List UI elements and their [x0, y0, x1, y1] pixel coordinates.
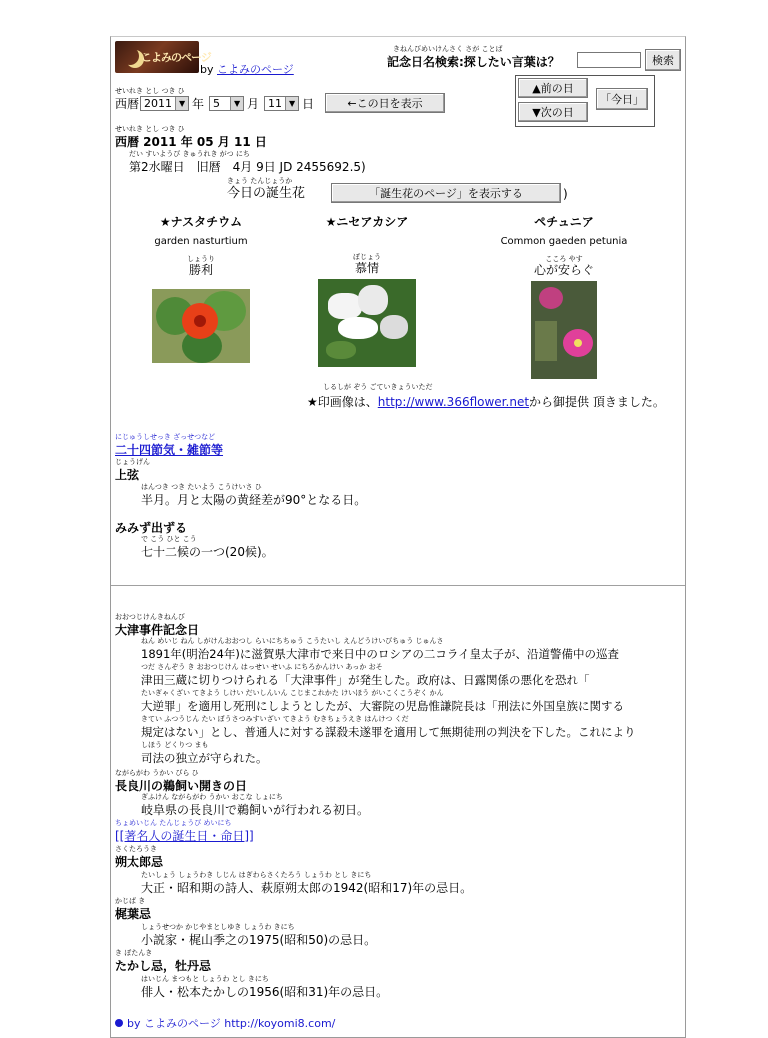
famous-item-desc: 俳人・松本たかしの1956(昭和31)年の忌日。 [141, 985, 389, 999]
famous-item-desc-ruby: たいしょう しょうわき しじん はぎわらさくたろう しょうわ とし きにち [141, 871, 372, 879]
section-divider [111, 585, 685, 586]
year-select[interactable]: 2011 ▼ [140, 96, 189, 111]
famous-item-title: 梶葉忌 [115, 907, 152, 921]
famous-item-desc: 大正・昭和期の詩人、萩原朔太郎の1942(昭和17)年の忌日。 [141, 881, 473, 895]
event-line-ruby: つだ さんぞう き おおつじけん はっせい せいふ にちろかんけい あっか おそ [141, 663, 383, 671]
month-select[interactable]: 5 ▼ [209, 96, 244, 111]
event-line: 岐阜県の長良川で鵜飼いが行われる初日。 [141, 803, 370, 817]
date-ruby-2: だい すいようび きゅうれき がつ にち [129, 150, 250, 158]
chevron-down-icon: ▼ [175, 97, 188, 110]
flower-item [131, 215, 271, 363]
credit-line [307, 395, 665, 409]
credit-ruby: しるしが ぞう ごていきょういただ [323, 383, 433, 391]
today-button[interactable]: 「今日」 [596, 88, 648, 110]
event-line-ruby: ぎふけん ながらがわ うかい おこな しょにち [141, 793, 283, 801]
logo-mini-icon [115, 1019, 123, 1027]
by-label: by [200, 63, 214, 76]
show-date-button[interactable]: ←この日を表示 [325, 93, 445, 113]
birth-flower-close: ) [563, 187, 568, 201]
sekki-item-desc-ruby: で こう ひと こう [141, 535, 197, 543]
event-title: 大津事件記念日 [115, 623, 200, 637]
sekki-item-desc: 半月。月と太陽の黄経差が90°となる日。 [141, 493, 367, 507]
event-line: 1891年(明治24年)に滋賀県大津市で来日中のロシアの二コライ皇太子が、沿道警備中の巡査 [141, 647, 620, 661]
petunia-photo[interactable] [531, 281, 597, 379]
event-line-ruby: きてい ふつうじん たい ぼうさつみすいざい てきよう むきちょうえき はんけつ くだ [141, 715, 409, 723]
flower-name: ★ニセアカシア [325, 215, 409, 229]
day-unit: 日 [302, 97, 315, 111]
month-unit: 月 [247, 97, 260, 111]
famous-ruby: ちょめいじん たんじょうび めいにち [115, 819, 232, 827]
date-picker-ruby: せいれき とし つき ひ [115, 87, 185, 95]
event-line: 津田三蔵に切りつけられる「大津事件」が発生した。政府は、日露関係の悪化を恐れ「 [141, 673, 590, 687]
sekki-item-title: 上弦 [115, 468, 140, 482]
event-ruby: おおつじけんきねんび [115, 613, 185, 621]
date-heading: 西暦 2011 年 05 月 11 日 [115, 135, 267, 149]
famous-item-desc: 小説家・梶山季之の1975(昭和50)の忌日。 [141, 933, 377, 947]
nasturtium-photo[interactable] [152, 289, 250, 363]
year-unit: 年 [192, 97, 205, 111]
page-frame [110, 36, 686, 1038]
footer-link[interactable]: by こよみのページ http://koyomi8.com/ [115, 1017, 335, 1031]
sekki-title[interactable]: 二十四節気・雑節等 [115, 443, 224, 457]
chevron-down-icon: ▼ [230, 97, 243, 110]
sekki-ruby: にじゅうしせっき ざっせつなど [115, 433, 216, 441]
date-ruby: せいれき とし つき ひ [115, 125, 185, 133]
famous-item-title: 朔太郎忌 [115, 855, 164, 869]
event-line-ruby: しほう どくりつ まも [141, 741, 209, 749]
event-line-ruby: ねん めいじ ねん しがけんおおつし らいにちちゅう こうたいし えんどうけいびちゅう じゅんさ [141, 637, 444, 645]
sekki-item-desc-ruby: はんつき つき たいよう こうけいさ ひ [141, 483, 262, 491]
flower-name: ペチュニア [534, 215, 594, 229]
prev-day-button[interactable]: ▲前の日 [518, 78, 588, 98]
search-label: 記念日名検索:探したい言葉は？ [387, 55, 560, 69]
logo-text: こよみのページ [141, 51, 211, 64]
flower-meaning: 勝利 [188, 263, 213, 277]
famous-item-desc-ruby: はいじん まつもと しょうわ とし きにち [141, 975, 269, 983]
flower-name: ★ナスタチウム [159, 215, 243, 229]
flower-meaning: 心が安らぐ [533, 263, 594, 277]
event-title: 長良川の鵜飼い開きの日 [115, 779, 248, 793]
flower-ruby: ぼじょう [353, 253, 381, 261]
famous-item-ruby: き ぼたんき [115, 949, 153, 957]
event-line: 規定はない」とし、普通人に対する謀殺未遂罪を適用して無期徒刑の判決を下した。これにより [141, 725, 636, 739]
flower-meaning: 慕情 [354, 261, 379, 275]
credit-prefix: ★印画像は、 [307, 395, 378, 409]
day-nav [515, 75, 655, 127]
credit-link[interactable]: http://www.366flower.net [377, 395, 530, 409]
event-line: 司法の独立が守られた。 [141, 751, 268, 765]
birth-flower-button[interactable]: 「誕生花のページ」を表示する [331, 183, 561, 203]
famous-item-ruby: かじば き [115, 897, 146, 905]
search-ruby: きねんびめいけんさく さが ことば [393, 45, 503, 53]
event-ruby: ながらがわ うかい びら ひ [115, 769, 199, 777]
site-link[interactable]: こよみのページ [217, 63, 294, 76]
chevron-down-icon: ▼ [285, 97, 298, 110]
sekki-item-ruby: じょうげん [115, 458, 150, 466]
moon-icon [121, 47, 139, 65]
flower-ruby: しょうり [187, 255, 215, 263]
search-button[interactable]: 検索 [645, 49, 681, 71]
birth-flower-ruby: きょう たんじょうか [227, 177, 293, 185]
flower-english: garden nasturtium [154, 236, 248, 247]
flower-english [297, 235, 437, 247]
famous-item-ruby: さくたろうき [115, 845, 157, 853]
flower-ruby: こころ やす [545, 255, 583, 263]
search-input[interactable] [577, 52, 641, 68]
era-label: 西暦 [115, 97, 140, 111]
event-line: 大逆罪」を適用し死刑にしようとしたが、大審院の児島惟謙院長は「刑法に外国皇族に関する [141, 699, 624, 713]
false-acacia-photo[interactable] [318, 279, 416, 367]
day-select[interactable]: 11 ▼ [264, 96, 299, 111]
sekki-item-title: みみず出ずる [115, 521, 188, 535]
flower-item [297, 215, 437, 367]
next-day-button[interactable]: ▼次の日 [518, 102, 588, 122]
flower-english: Common gaeden petunia [500, 236, 628, 247]
famous-item-desc-ruby: しょうせつか かじやまとしゆき しょうわ きにち [141, 923, 295, 931]
famous-title[interactable]: [[著名人の誕生日・命日]] [115, 829, 254, 843]
date-details: 第2水曜日 旧暦 4月 9日 JD 2455692.5) [129, 160, 366, 174]
birth-flower-label: 今日の誕生花 [227, 186, 306, 201]
flower-item [479, 215, 649, 379]
famous-item-title: たかし忌，牡丹忌 [115, 959, 212, 973]
credit-suffix: から御提供 頂きました。 [529, 395, 665, 409]
sekki-item-desc: 七十二候の一つ(20候)。 [141, 545, 274, 559]
event-line-ruby: たいぎゃくざい てきよう しけい だいしんいん こじまこれかた けいほう がいこくこうぞく かん [141, 689, 444, 697]
